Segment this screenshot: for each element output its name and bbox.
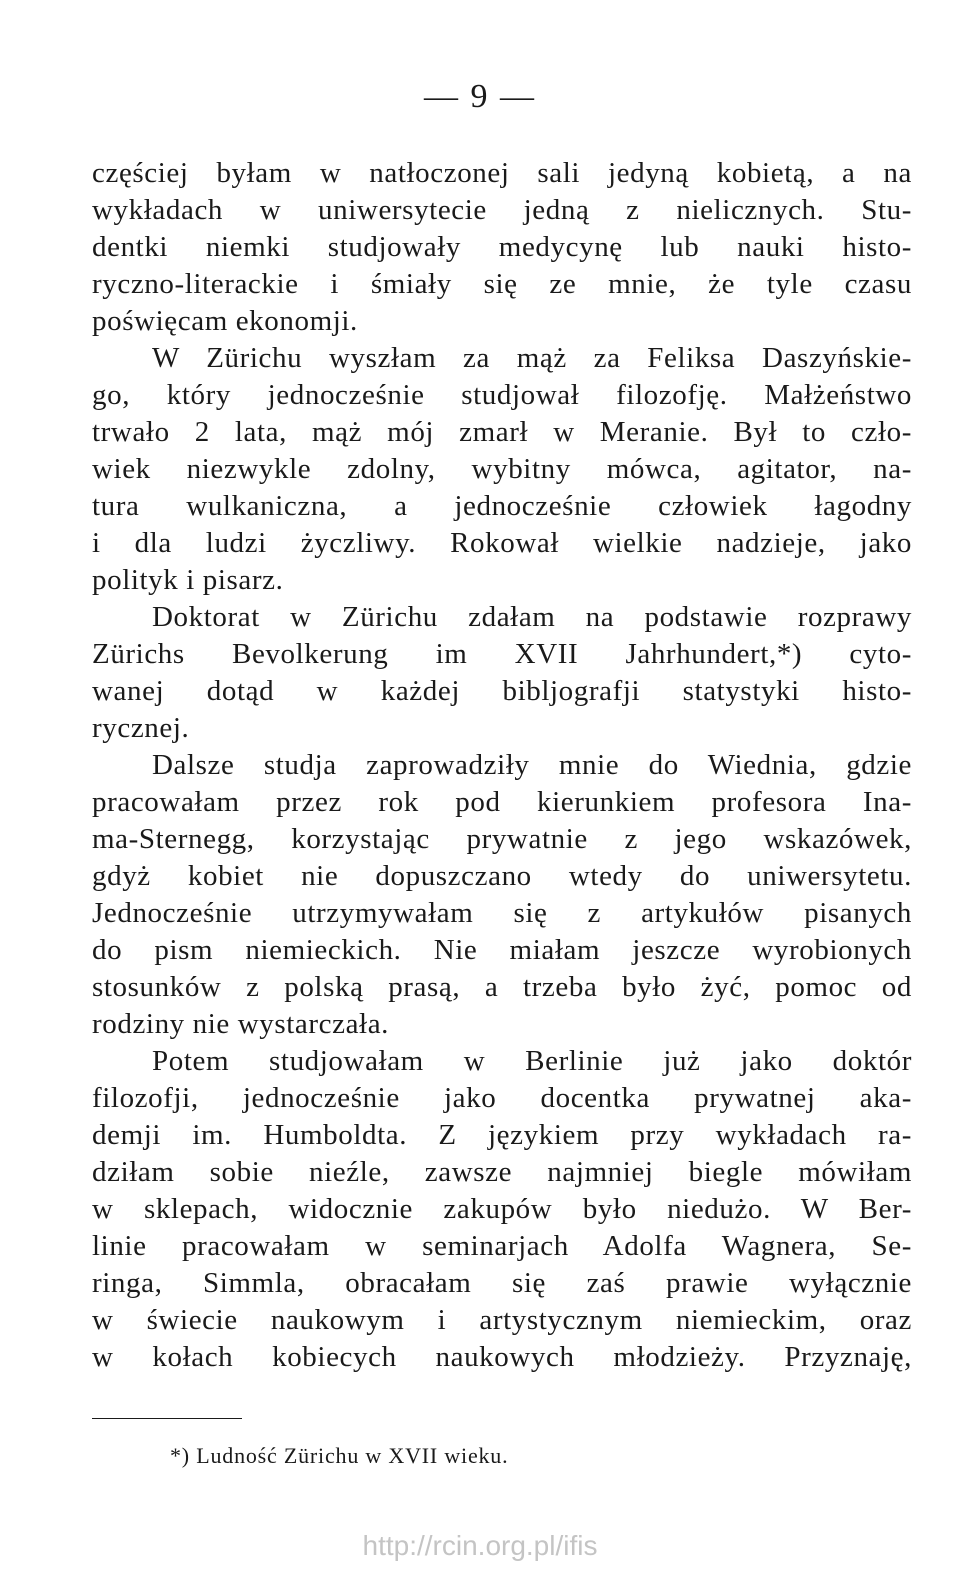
text-line: wiek niezwykle zdolny, wybitny mówca, agitator, na- xyxy=(92,453,912,485)
body-text xyxy=(92,155,912,1376)
text-line: ma-Sternegg, korzystając prywatnie z jego wskazówek, xyxy=(92,823,912,855)
text-line: tura wulkaniczna, a jednocześnie człowiek łagodny xyxy=(92,490,912,522)
text-line: i dla ludzi życzliwy. Rokował wielkie nadzieje, jako xyxy=(92,527,912,559)
text-line: polityk i pisarz. xyxy=(92,564,284,596)
text-line: w świecie naukowym i artystycznym niemieckim, oraz xyxy=(92,1304,912,1336)
text-line: Doktorat w Zürichu zdałam na podstawie rozprawy xyxy=(152,601,912,633)
text-line: wanej dotąd w każdej bibljografji statystyki histo- xyxy=(92,675,912,707)
text-line: rodziny nie wystarczała. xyxy=(92,1008,390,1040)
text-line: do pism niemieckich. Nie miałam jeszcze wyrobionych xyxy=(92,934,912,966)
text-line: demji im. Humboldta. Z językiem przy wykładach ra- xyxy=(92,1119,912,1151)
text-line: ringa, Simmla, obracałam się zaś prawie wyłącznie xyxy=(92,1267,912,1299)
text-line: filozofji, jednocześnie jako docentka prywatnej aka- xyxy=(92,1082,912,1114)
text-line: rycznej. xyxy=(92,712,190,744)
text-line: W Zürichu wyszłam za mąż za Feliksa Daszyńskie- xyxy=(152,342,912,374)
footnote-separator xyxy=(92,1418,242,1419)
text-line: stosunków z polską prasą, a trzeba było żyć, pomoc od xyxy=(92,971,912,1003)
page-number: — 9 — xyxy=(424,78,536,115)
text-line: trwało 2 lata, mąż mój zmarł w Meranie. Był to czło- xyxy=(92,416,912,448)
text-line: Zürichs Bevolkerung im XVII Jahrhundert,*) cyto- xyxy=(92,638,912,670)
source-watermark: http://rcin.org.pl/ifis xyxy=(362,1530,598,1561)
text-line: w sklepach, widocznie zakupów było niedużo. W Ber- xyxy=(92,1193,912,1225)
text-line: gdyż kobiet nie dopuszczano wtedy do uniwersytetu. xyxy=(92,860,912,892)
text-line: linie pracowałam w seminarjach Adolfa Wagnera, Se- xyxy=(92,1230,912,1262)
text-line: Dalsze studja zaprowadziły mnie do Wiednia, gdzie xyxy=(152,749,912,781)
text-line: wykładach w uniwersytecie jedną z nielicznych. Stu- xyxy=(92,194,912,226)
text-line: częściej byłam w natłoczonej sali jedyną kobietą, a na xyxy=(92,157,912,189)
text-line: dziłam sobie nieźle, zawsze najmniej biegle mówiłam xyxy=(92,1156,912,1188)
text-line: w kołach kobiecych naukowych młodzieży. Przyznaję, xyxy=(92,1341,912,1373)
text-line: dentki niemki studjowały medycynę lub nauki histo- xyxy=(92,231,912,263)
footnote: *) Ludność Zürichu w XVII wieku. xyxy=(170,1443,509,1468)
text-line: Potem studjowałam w Berlinie już jako doktór xyxy=(152,1045,912,1077)
text-line: ryczno-literackie i śmiały się ze mnie, że tyle czasu xyxy=(92,268,912,300)
text-line: Jednocześnie utrzymywałam się z artykułów pisanych xyxy=(92,897,912,929)
text-line: go, który jednocześnie studjował filozofję. Małżeństwo xyxy=(92,379,912,411)
text-line: pracowałam przez rok pod kierunkiem profesora Ina- xyxy=(92,786,912,818)
text-line: poświęcam ekonomji. xyxy=(92,305,358,337)
